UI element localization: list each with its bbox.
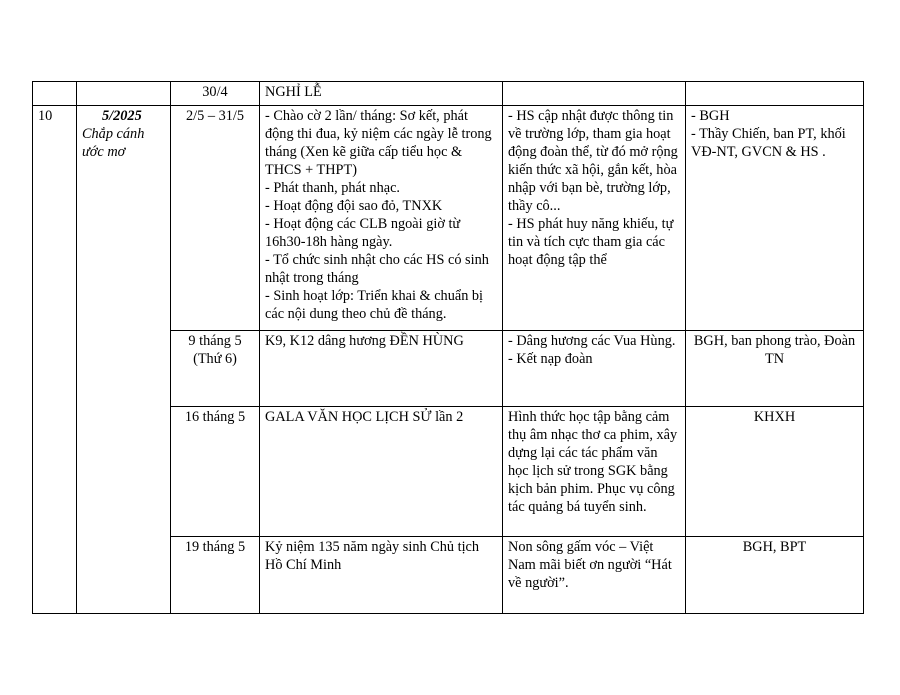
- cell-responsible: KHXH: [686, 407, 864, 537]
- goal-line: - HS cập nhật được thông tin về trường lớp, tham gia hoạt động đoàn thể, từ đó mở rộng kiến thức xã hội, gắn kết, hòa nhập với bạn bè, trường lớp, thầy cô...: [508, 108, 678, 214]
- goal-line: Non sông gấm vóc – Việt Nam mãi biết ơn người “Hát về người”.: [508, 539, 672, 591]
- cell-content: NGHỈ LỄ: [260, 82, 503, 106]
- cell-goals: [503, 407, 686, 537]
- table-row-main: [33, 106, 864, 331]
- theme-month: 5/2025: [102, 108, 142, 124]
- cell-responsible: [686, 82, 864, 106]
- cell-goals: [503, 537, 686, 614]
- cell-date: 9 tháng 5 (Thứ 6): [171, 331, 260, 407]
- cell-content: K9, K12 dâng hương ĐỀN HÙNG: [260, 331, 503, 407]
- cell-content: GALA VĂN HỌC LỊCH SỬ lần 2: [260, 407, 503, 537]
- cell-date: 16 tháng 5: [171, 407, 260, 537]
- content-line: - Chào cờ 2 lần/ tháng: Sơ kết, phát động thi đua, kỷ niệm các ngày lễ trong tháng (Xen kẽ giữa cấp tiểu học & THCS + THPT): [265, 108, 492, 178]
- content-line: - Hoạt động các CLB ngoài giờ từ 16h30-18h hàng ngày.: [265, 216, 461, 250]
- cell-goals: [503, 331, 686, 407]
- cell-responsible: BGH, ban phong trào, Đoàn TN: [686, 331, 864, 407]
- goal-line: - Kết nạp đoàn: [508, 351, 593, 367]
- goal-line: - Dâng hương các Vua Hùng.: [508, 333, 676, 349]
- activity-plan-table: [32, 81, 864, 614]
- cell-date: 30/4: [171, 82, 260, 106]
- cell-content: [260, 106, 503, 331]
- cell-responsible: [686, 106, 864, 331]
- cell-theme: [77, 82, 171, 106]
- cell-month-theme: [77, 106, 171, 614]
- cell-date: 19 tháng 5: [171, 537, 260, 614]
- goal-line: - HS phát huy năng khiếu, tự tin và tích cực tham gia các hoạt động tập thể: [508, 216, 674, 268]
- cell-month-number: 10: [33, 106, 77, 614]
- cell-responsible: BGH, BPT: [686, 537, 864, 614]
- table-row-holiday: [33, 82, 864, 106]
- cell-number: [33, 82, 77, 106]
- content-line: - Hoạt động đội sao đỏ, TNXK: [265, 198, 443, 214]
- cell-date: 2/5 – 31/5: [171, 106, 260, 331]
- cell-content: Kỷ niệm 135 năm ngày sinh Chủ tịch Hồ Chí Minh: [260, 537, 503, 614]
- cell-goals: [503, 106, 686, 331]
- content-line: - Phát thanh, phát nhạc.: [265, 180, 400, 196]
- cell-goals: [503, 82, 686, 106]
- responsible-line: - BGH: [691, 108, 730, 124]
- content-line: - Sinh hoạt lớp: Triển khai & chuẩn bị các nội dung theo chủ đề tháng.: [265, 288, 484, 322]
- responsible-line: - Thầy Chiến, ban PT, khối VĐ-NT, GVCN & HS .: [691, 126, 846, 160]
- content-line: - Tổ chức sinh nhật cho các HS có sinh nhật trong tháng: [265, 252, 489, 286]
- goal-line: Hình thức học tập bằng cảm thụ âm nhạc thơ ca phim, xây dựng lại các tác phẩm văn học lịch sử trong SGK bằng kịch bản phim. Phục vụ công tác quảng bá tuyển sinh.: [508, 409, 678, 515]
- theme-name: Chắp cánh ước mơ: [82, 126, 145, 160]
